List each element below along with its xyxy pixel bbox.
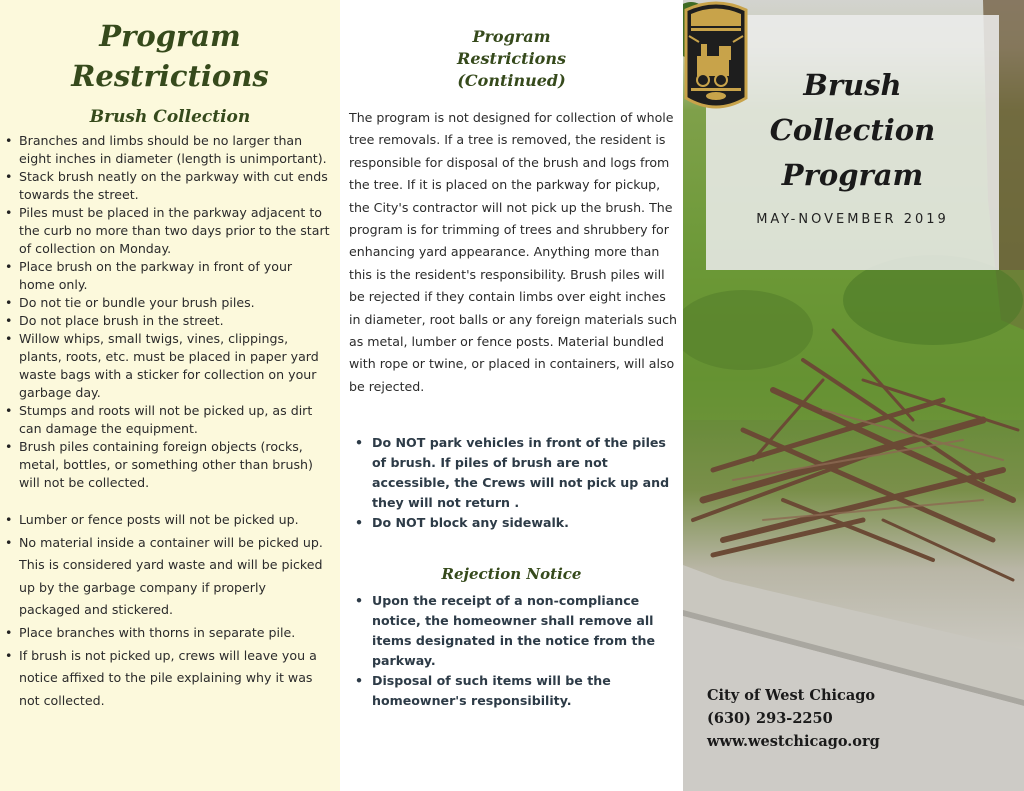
phone-number: (630) 293-2250 (707, 710, 833, 727)
cover-panel (683, 0, 1024, 791)
program-paragraph: The program is not designed for collection of whole tree removals. If a tree is removed, the resident is responsible for disposal of the brush and logs from the tree. If it is placed on the parkway for pickup, the City's contractor will not pick up the brush. The program is for trimming of trees and shrubbery for enhancing yard appearance. Anything more than this is the resident's responsibility. Brush piles will be rejected if they contain limbs over eight inches in diameter, root balls or any foreign materials such as metal, lumber or fence posts. Material bundled with rope or twine, or placed in containers, will also be rejected. (349, 110, 677, 394)
list-item: • Brush piles containing foreign objects (rocks, metal, bottles, or something other than brush) will not be collected. (0, 438, 330, 492)
middle-title-line3: (Continued) (457, 71, 566, 90)
website-link[interactable]: www.westchicago.org (707, 733, 880, 750)
cover-title-line2: Collection (769, 113, 936, 147)
list-item: • Piles must be placed in the parkway adjacent to the curb no more than two days prior to the start of collection on Monday. (0, 204, 330, 258)
list-item: • Lumber or fence posts will not be picked up. (0, 509, 330, 532)
list-item: • Do NOT park vehicles in front of the piles of brush. If piles of brush are not accessible, the Crews will not pick up and they will not return . (352, 433, 670, 513)
list-item: • Willow whips, small twigs, vines, clippings, plants, roots, etc. must be placed in paper yard waste bags with a sticker for collection on your garbage day. (0, 330, 330, 402)
rejection-notice-heading: Rejection Notice (441, 565, 582, 583)
rejection-list (352, 591, 670, 711)
middle-panel (340, 0, 683, 791)
additional-rules-list (0, 509, 330, 712)
left-panel (0, 0, 340, 791)
city-name: City of West Chicago (707, 687, 876, 704)
list-item: • Place brush on the parkway in front of your home only. (0, 258, 330, 294)
list-item: • Stumps and roots will not be picked up, as dirt can damage the equipment. (0, 402, 330, 438)
contact-block (707, 684, 880, 753)
city-seal-icon (683, 0, 749, 114)
warning-list (352, 433, 670, 533)
list-item: • Do not tie or bundle your brush piles. (0, 294, 330, 312)
list-item: • Do not place brush in the street. (0, 312, 330, 330)
middle-title-line2: Restrictions (457, 49, 566, 68)
cover-title-line3: Program (781, 158, 924, 192)
title-box (706, 15, 999, 270)
middle-title (340, 26, 683, 92)
left-title-line2: Restrictions (71, 59, 269, 93)
list-item: • Upon the receipt of a non-compliance notice, the homeowner shall remove all items designated in the notice from the parkway. (352, 591, 670, 671)
cover-title (706, 63, 999, 198)
brush-collection-heading: Brush Collection (89, 107, 251, 127)
list-item: • Do NOT block any sidewalk. (352, 513, 670, 533)
program-dates: MAY-NOVEMBER 2019 (756, 212, 949, 227)
brush-rules-list (0, 132, 330, 492)
list-item: • Place branches with thorns in separate pile. (0, 622, 330, 645)
list-item: • If brush is not picked up, crews will leave you a notice affixed to the pile explaining why it was not collected. (0, 645, 330, 713)
list-item: • No material inside a container will be picked up. This is considered yard waste and will be picked up by the garbage company if properly packaged and stickered. (0, 532, 330, 622)
list-item: • Stack brush neatly on the parkway with cut ends towards the street. (0, 168, 330, 204)
left-title-line1: Program (99, 19, 241, 53)
left-title (0, 16, 340, 96)
cover-title-line1: Brush (803, 68, 902, 102)
middle-title-line1: Program (472, 27, 551, 46)
list-item: • Branches and limbs should be no larger than eight inches in diameter (length is unimportant). (0, 132, 330, 168)
list-item: • Disposal of such items will be the homeowner's responsibility. (352, 671, 670, 711)
